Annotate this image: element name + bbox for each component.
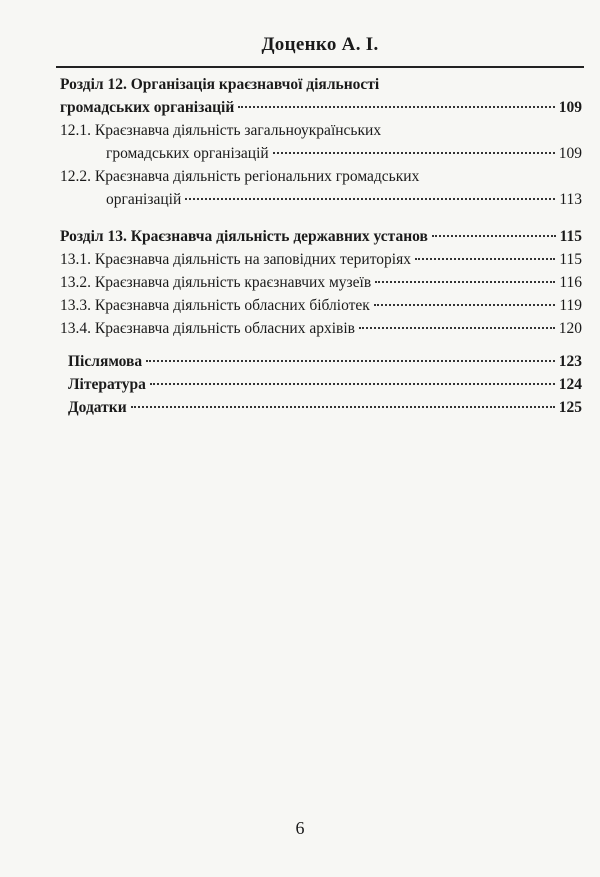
toc-appendices[interactable]	[60, 396, 582, 419]
toc-afterword-title: Післямова	[68, 353, 143, 370]
toc-subsection-13-2-page: 116	[559, 274, 582, 291]
leader-dots	[359, 327, 555, 329]
toc-subsection-13-2-title: 13.2. Краєзнавча діяльність краєзнавчих музеїв	[60, 274, 372, 291]
toc-section-12-title-line1: Розділ 12. Організація краєзнавчої діяльності	[60, 76, 380, 93]
toc-appendices-title: Додатки	[68, 399, 127, 416]
toc-section-12[interactable]	[60, 73, 582, 119]
header-rule	[56, 66, 584, 68]
toc-subsection-12-1-title-line2: громадських організацій	[106, 145, 269, 162]
leader-dots	[374, 304, 555, 306]
leader-dots	[150, 383, 555, 385]
toc-section-12-page: 109	[558, 99, 582, 116]
toc-subsection-13-3-title: 13.3. Краєзнавча діяльність обласних бібліотек	[60, 297, 370, 314]
toc-subsection-13-3[interactable]	[60, 294, 582, 317]
toc-section-13[interactable]	[60, 225, 582, 248]
toc-afterword[interactable]	[60, 350, 582, 373]
toc-subsection-12-1[interactable]	[60, 119, 582, 165]
toc-section-12-title-line2: громадських організацій	[60, 99, 235, 116]
toc-literature[interactable]	[60, 373, 582, 396]
leader-dots	[131, 406, 555, 408]
toc-subsection-12-2[interactable]	[60, 165, 582, 211]
toc-subsection-13-4-title: 13.4. Краєзнавча діяльність обласних архівів	[60, 320, 355, 337]
toc-subsection-13-2[interactable]	[60, 271, 582, 294]
toc-section-13-page: 115	[559, 228, 582, 245]
toc-subsection-13-1-title: 13.1. Краєзнавча діяльність на заповідних територіях	[60, 251, 411, 268]
toc-subsection-12-2-page: 113	[559, 191, 582, 208]
toc-subsection-13-4-page: 120	[558, 320, 582, 337]
toc-subsection-13-4[interactable]	[60, 317, 582, 340]
leader-dots	[432, 235, 556, 237]
toc-subsection-13-3-page: 119	[559, 297, 582, 314]
leader-dots	[375, 281, 555, 283]
leader-dots	[415, 258, 555, 260]
toc-literature-page: 124	[558, 376, 582, 393]
spacer	[60, 211, 582, 225]
toc-literature-title: Література	[68, 376, 146, 393]
spacer	[60, 340, 582, 350]
toc-subsection-12-2-title-line2: організацій	[106, 191, 182, 208]
toc-afterword-page: 123	[558, 353, 582, 370]
toc-appendices-page: 125	[558, 399, 582, 416]
leader-dots	[146, 360, 555, 362]
toc-subsection-13-1[interactable]	[60, 248, 582, 271]
leader-dots	[238, 106, 554, 108]
toc-subsection-12-1-page: 109	[558, 145, 582, 162]
leader-dots	[273, 152, 555, 154]
page-number: 6	[295, 818, 305, 838]
toc-subsection-12-1-title-line1: 12.1. Краєзнавча діяльність загальноукраїнських	[60, 122, 382, 139]
toc-subsection-13-1-page: 115	[559, 251, 582, 268]
toc-section-13-title: Розділ 13. Краєзнавча діяльність державних установ	[60, 228, 428, 245]
leader-dots	[185, 198, 555, 200]
table-of-contents	[60, 73, 582, 419]
running-header: Доценко А. І.	[261, 34, 379, 55]
toc-subsection-12-2-title-line1: 12.2. Краєзнавча діяльність регіональних громадських	[60, 168, 420, 185]
